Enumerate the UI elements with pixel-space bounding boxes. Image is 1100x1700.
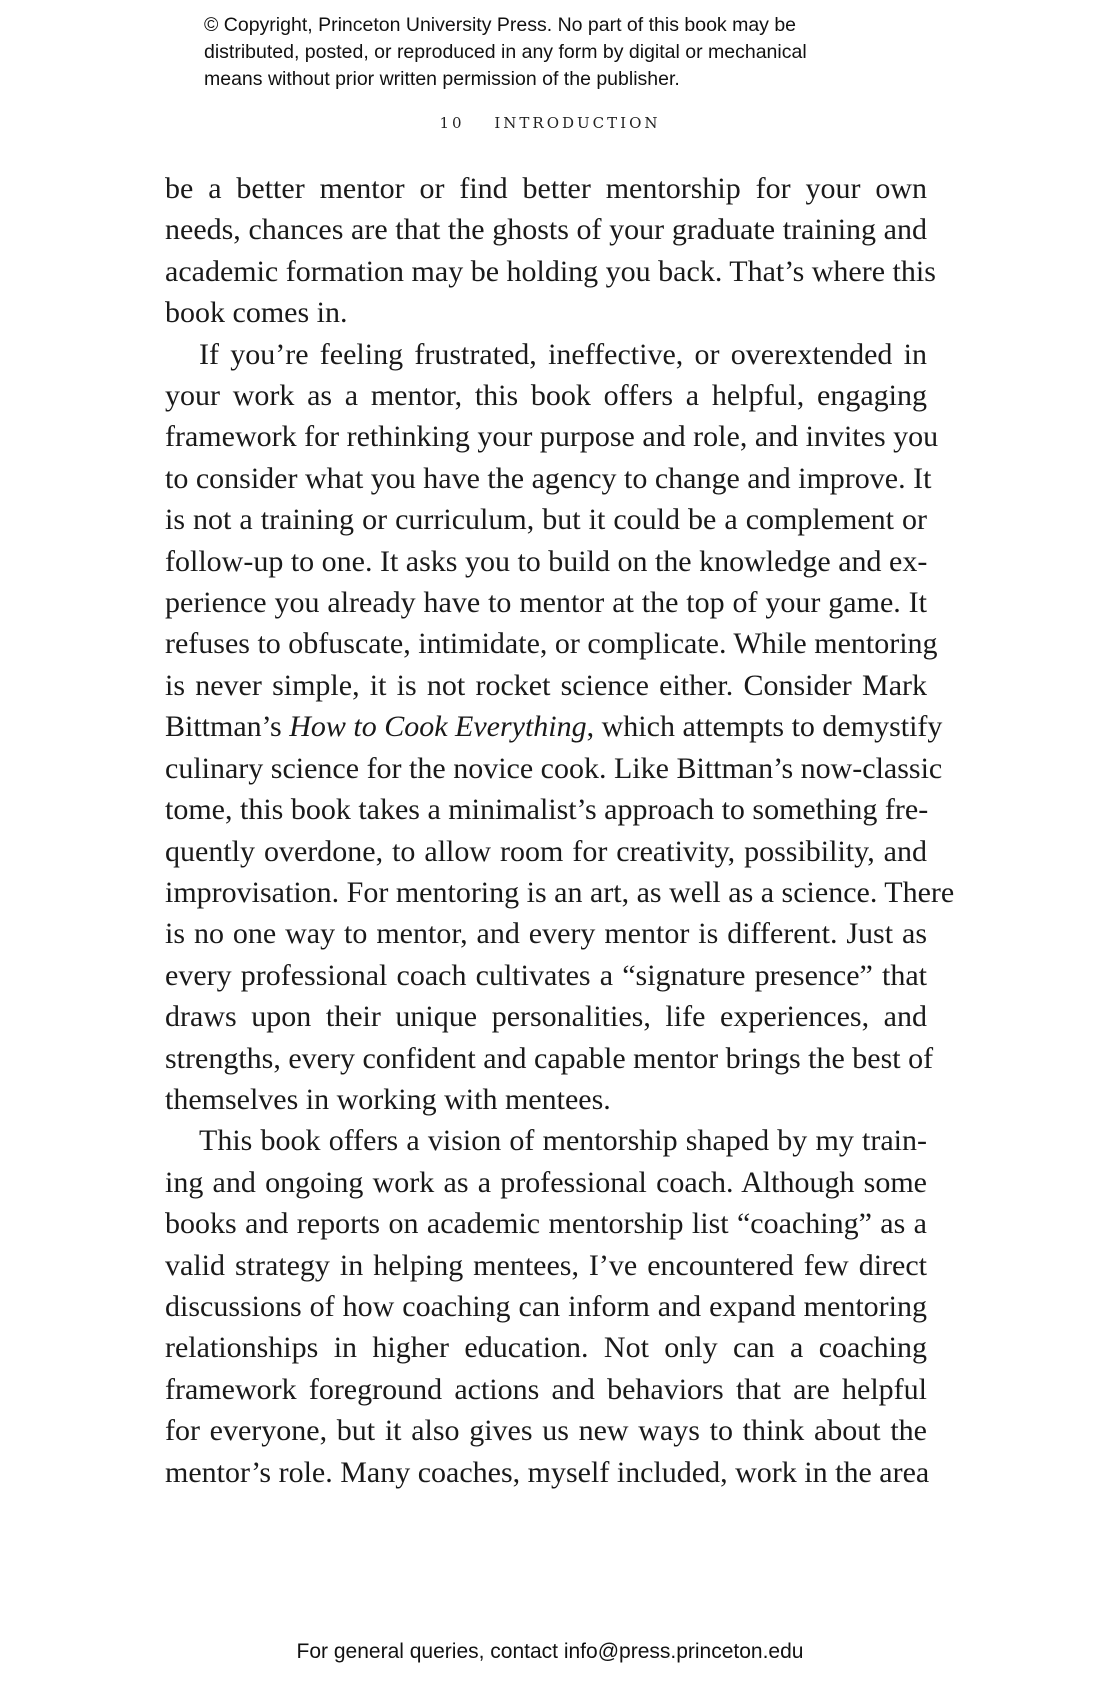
text-line: culinary science for the novice cook. Like Bittman’s now-classic xyxy=(165,751,943,785)
text-line: books and reports on academic mentorship list “coaching” as a xyxy=(165,1207,927,1241)
text-line: themselves in working with mentees. xyxy=(165,1082,611,1116)
footer-contact: For general queries, contact info@press.princeton.edu xyxy=(296,1640,804,1663)
text-line: is never simple, it is not rocket science either. Consider Mark xyxy=(165,668,927,702)
copyright-notice xyxy=(204,12,964,93)
text-line: framework foreground actions and behaviors that are helpful xyxy=(165,1372,927,1406)
text-line: perience you already have to mentor at the top of your game. It xyxy=(165,586,927,620)
text-line: needs, chances are that the ghosts of your graduate training and xyxy=(165,213,927,247)
text-line: is no one way to mentor, and every mentor is different. Just as xyxy=(165,917,927,951)
text-line: academic formation may be holding you back. That’s where this xyxy=(165,254,936,288)
text-line: is not a training or curriculum, but it could be a complement or xyxy=(165,503,927,537)
text-line: for everyone, but it also gives us new ways to think about the xyxy=(165,1414,927,1448)
text-line: improvisation. For mentoring is an art, as well as a science. There xyxy=(165,875,955,909)
text-line: relationships in higher education. Not only can a coaching xyxy=(165,1331,927,1365)
text-line: mentor’s role. Many coaches, myself included, work in the area xyxy=(165,1455,930,1489)
text-line: discussions of how coaching can inform and expand mentoring xyxy=(165,1289,927,1323)
book-title: How to Cook Everything xyxy=(289,710,587,744)
text-line: framework for rethinking your purpose and role, and invites you xyxy=(165,420,939,454)
text-line: quently overdone, to allow room for creativity, possibility, and xyxy=(165,834,927,868)
text-line: follow-up to one. It asks you to build on the knowledge and ex- xyxy=(165,544,928,578)
running-head xyxy=(0,114,1100,132)
text-line: book comes in. xyxy=(165,296,348,330)
text-line: your work as a mentor, this book offers a helpful, engaging xyxy=(165,379,927,413)
text-line: valid strategy in helping mentees, I’ve encountered few direct xyxy=(165,1248,927,1282)
text-line: strengths, every confident and capable mentor brings the best of xyxy=(165,1041,934,1075)
text-line: refuses to obfuscate, intimidate, or complicate. While mentoring xyxy=(165,627,938,661)
text-line: to consider what you have the agency to change and improve. It xyxy=(165,461,932,495)
copyright-line: distributed, posted, or reproduced in any form by digital or mechanical xyxy=(204,41,807,63)
page-number: 10 xyxy=(439,114,465,132)
section-title: INTRODUCTION xyxy=(494,114,661,132)
body-text xyxy=(165,168,955,1493)
text-line: Bittman’s How to Cook Everything, which attempts to demystify xyxy=(165,710,943,744)
copyright-line: means without prior written permission of the publisher. xyxy=(204,68,680,90)
text-line: be a better mentor or find better mentorship for your own xyxy=(165,172,927,205)
text-line: tome, this book takes a minimalist’s approach to something fre- xyxy=(165,793,929,827)
text-line: ing and ongoing work as a professional coach. Although some xyxy=(165,1165,927,1199)
copyright-line: © Copyright, Princeton University Press. No part of this book may be xyxy=(204,14,797,36)
text-line: If you’re feeling frustrated, ineffective, or overextended in xyxy=(199,337,927,371)
text-line: This book offers a vision of mentorship shaped by my train- xyxy=(199,1124,927,1158)
text-line: draws upon their unique personalities, life experiences, and xyxy=(165,1000,927,1034)
text-line: every professional coach cultivates a “signature presence” that xyxy=(165,958,927,992)
